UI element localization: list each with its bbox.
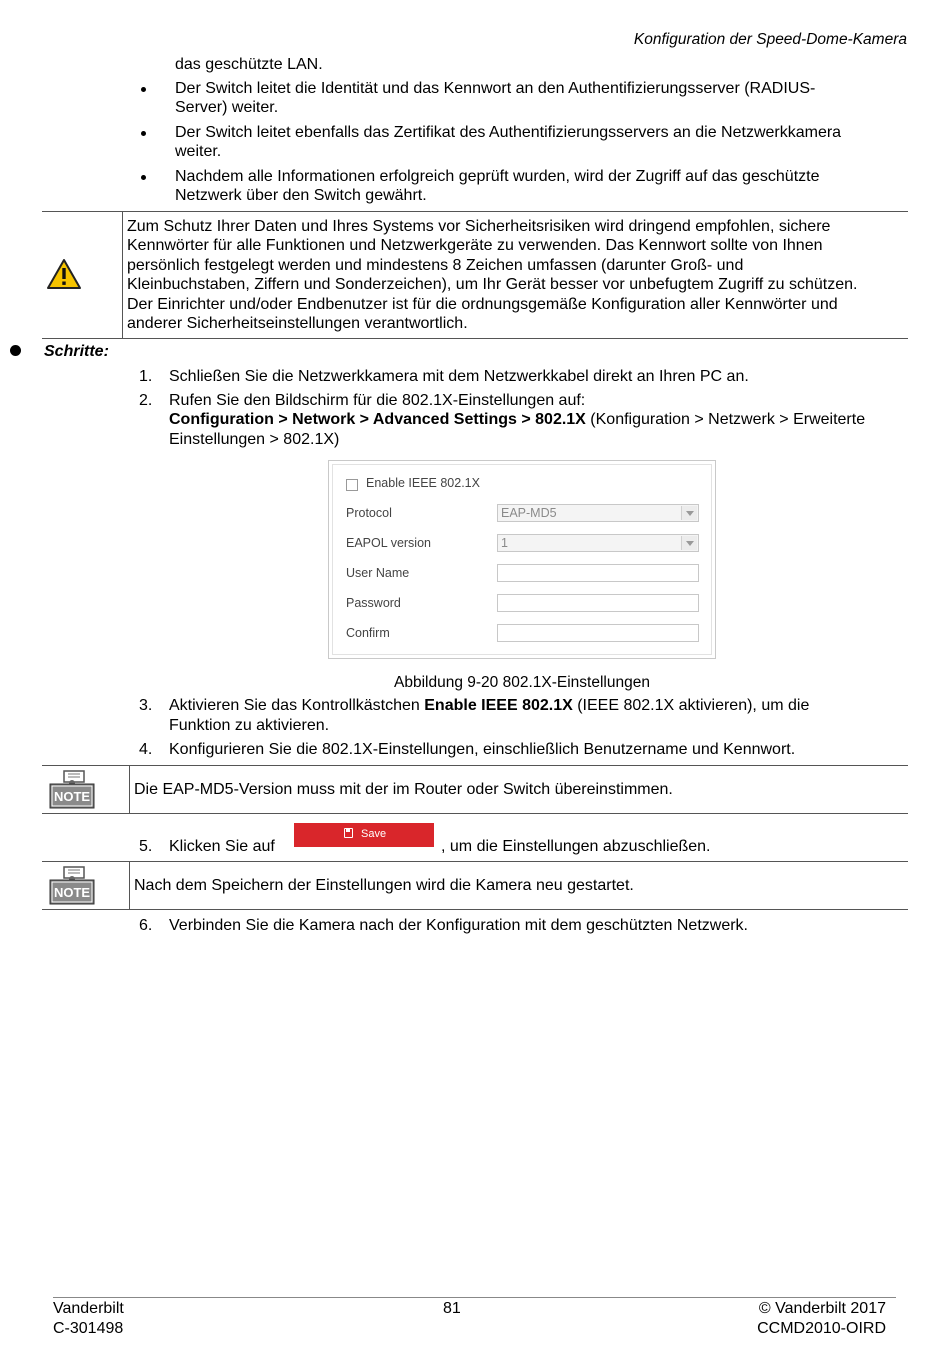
step-2-line-3: Einstellungen > 802.1X)	[169, 431, 340, 448]
note-icon	[48, 770, 96, 810]
warning-line-5: Der Einrichter und/oder Endbenutzer ist für die ordnungsgemäße Konfiguration aller Kennwörter und	[127, 296, 838, 313]
footer-doc-id: C-301498	[53, 1320, 124, 1337]
username-input[interactable]	[497, 564, 699, 582]
bullet-2-line-1: Der Switch leitet ebenfalls das Zertifikat des Authentifizierungsservers an die Netzwerkkamera	[175, 124, 842, 141]
warning-line-3: persönlich festgelegt werden und mindestens 8 Zeichen umfassen (darunter Groß- und	[127, 257, 744, 274]
username-label: User Name	[346, 566, 410, 580]
chevron-down-icon	[681, 506, 697, 520]
settings-panel	[332, 464, 712, 655]
warning-top-rule	[42, 211, 908, 212]
note-1-text: Die EAP-MD5-Version muss mit der im Router oder Switch übereinstimmen.	[134, 781, 673, 798]
warning-line-6: anderer Sicherheitseinstellungen verantwortlich.	[127, 315, 468, 332]
path-sep: >	[273, 411, 293, 428]
note-icon-label: NOTE	[53, 885, 91, 900]
note-1-bottom-rule	[42, 813, 908, 814]
warning-icon	[46, 258, 82, 290]
footer-rule	[53, 1297, 896, 1298]
save-button[interactable]	[294, 823, 434, 847]
step-1-text: Schließen Sie die Netzwerkkamera mit dem Netzwerkkabel direkt an Ihren PC an.	[169, 368, 749, 385]
footer-model: CCMD2010-OIRD	[757, 1320, 886, 1337]
eapol-value: 1	[501, 536, 508, 550]
note-2-bottom-rule	[42, 909, 908, 910]
settings-screenshot	[328, 460, 716, 659]
protocol-label: Protocol	[346, 506, 392, 520]
protocol-value: EAP-MD5	[501, 506, 557, 520]
step-3-post: (IEEE 802.1X aktivieren), um die	[572, 697, 810, 714]
bullet	[141, 175, 146, 180]
footer-company: Vanderbilt	[53, 1300, 124, 1317]
save-button-label: Save	[361, 828, 387, 840]
figure-caption: Abbildung 9-20 802.1X-Einstellungen	[394, 674, 650, 691]
steps-bullet	[10, 345, 21, 356]
step-5-pre: Klicken Sie auf	[169, 838, 275, 855]
step-6-text: Verbinden Sie die Kamera nach der Konfiguration mit dem geschützten Netzwerk.	[169, 917, 748, 934]
warning-line-2: Kennwörter für alle Funktionen und Netzwerkgeräte zu verwenden. Das Kennwort sollte von Ihnen	[127, 237, 823, 254]
bullet	[141, 87, 146, 92]
step-2-line-1: Rufen Sie den Bildschirm für die 802.1X-Einstellungen auf:	[169, 392, 586, 409]
path-advanced: Advanced Settings	[372, 411, 517, 428]
bullet-1-line-1: Der Switch leitet die Identität und das Kennwort an den Authentifizierungsserver (RADIUS-	[175, 80, 816, 97]
path-translation: (Konfiguration > Netzwerk > Erweiterte	[585, 411, 866, 428]
note-icon-label: NOTE	[53, 789, 91, 804]
bullet-2-line-2: weiter.	[175, 143, 222, 160]
path-configuration: Configuration	[169, 411, 274, 428]
confirm-input[interactable]	[497, 624, 699, 642]
step-3-line-1	[169, 696, 809, 716]
step-1-number: 1.	[139, 368, 153, 385]
step-5-number: 5.	[139, 838, 153, 855]
password-input[interactable]	[497, 594, 699, 612]
chevron-down-icon	[681, 536, 697, 550]
note-2-top-rule	[42, 861, 908, 862]
warning-line-1: Zum Schutz Ihrer Daten und Ihres Systems vor Sicherheitsrisiken wird dringend empfohlen, sichere	[127, 218, 831, 235]
page-number: 81	[443, 1300, 461, 1317]
step-2-menu-path	[169, 410, 865, 430]
path-sep: >	[516, 411, 536, 428]
steps-heading: Schritte:	[44, 343, 109, 360]
bullet-3-line-1: Nachdem alle Informationen erfolgreich geprüft wurden, wird der Zugriff auf das geschützte	[175, 168, 820, 185]
bullet	[141, 131, 146, 136]
warning-line-4: Kleinbuchstaben, Ziffern und Sonderzeichen), um Ihr Gerät besser vor unbefugtem Zugriff zu schützen.	[127, 276, 858, 293]
protocol-select[interactable]	[497, 504, 699, 522]
path-sep: >	[355, 411, 373, 428]
step-3-bold: Enable IEEE 802.1X	[424, 697, 573, 714]
step-6-number: 6.	[139, 917, 153, 934]
enable-ieee-checkbox[interactable]	[346, 479, 358, 491]
note-2-divider	[129, 861, 130, 910]
save-icon	[344, 828, 353, 838]
note-1-divider	[129, 765, 130, 814]
password-label: Password	[346, 596, 401, 610]
eapol-select[interactable]	[497, 534, 699, 552]
note-1-top-rule	[42, 765, 908, 766]
step-4-text: Konfigurieren Sie die 802.1X-Einstellungen, einschließlich Benutzername und Kennwort.	[169, 741, 796, 758]
footer-copyright: © Vanderbilt 2017	[758, 1300, 886, 1317]
step-3-pre: Aktivieren Sie das Kontrollkästchen	[169, 697, 425, 714]
note-icon	[48, 866, 96, 906]
step-2-number: 2.	[139, 392, 153, 409]
bullet-3-line-2: Netzwerk über den Switch gewährt.	[175, 187, 427, 204]
warning-bottom-rule	[42, 338, 908, 339]
eapol-label: EAPOL version	[346, 536, 431, 550]
step-4-number: 4.	[139, 741, 153, 758]
page-header-title: Konfiguration der Speed-Dome-Kamera	[633, 31, 907, 48]
bullet-1-line-2: Server) weiter.	[175, 99, 279, 116]
continued-line: das geschützte LAN.	[175, 56, 323, 73]
path-8021x: 802.1X	[535, 411, 586, 428]
path-network: Network	[292, 411, 356, 428]
enable-ieee-label: Enable IEEE 802.1X	[366, 476, 480, 490]
confirm-label: Confirm	[346, 626, 390, 640]
step-5-post: , um die Einstellungen abzuschließen.	[441, 838, 711, 855]
note-2-text: Nach dem Speichern der Einstellungen wird die Kamera neu gestartet.	[134, 877, 634, 894]
warning-divider	[122, 211, 123, 339]
step-3-number: 3.	[139, 697, 153, 714]
step-3-line-2: Funktion zu aktivieren.	[169, 717, 330, 734]
